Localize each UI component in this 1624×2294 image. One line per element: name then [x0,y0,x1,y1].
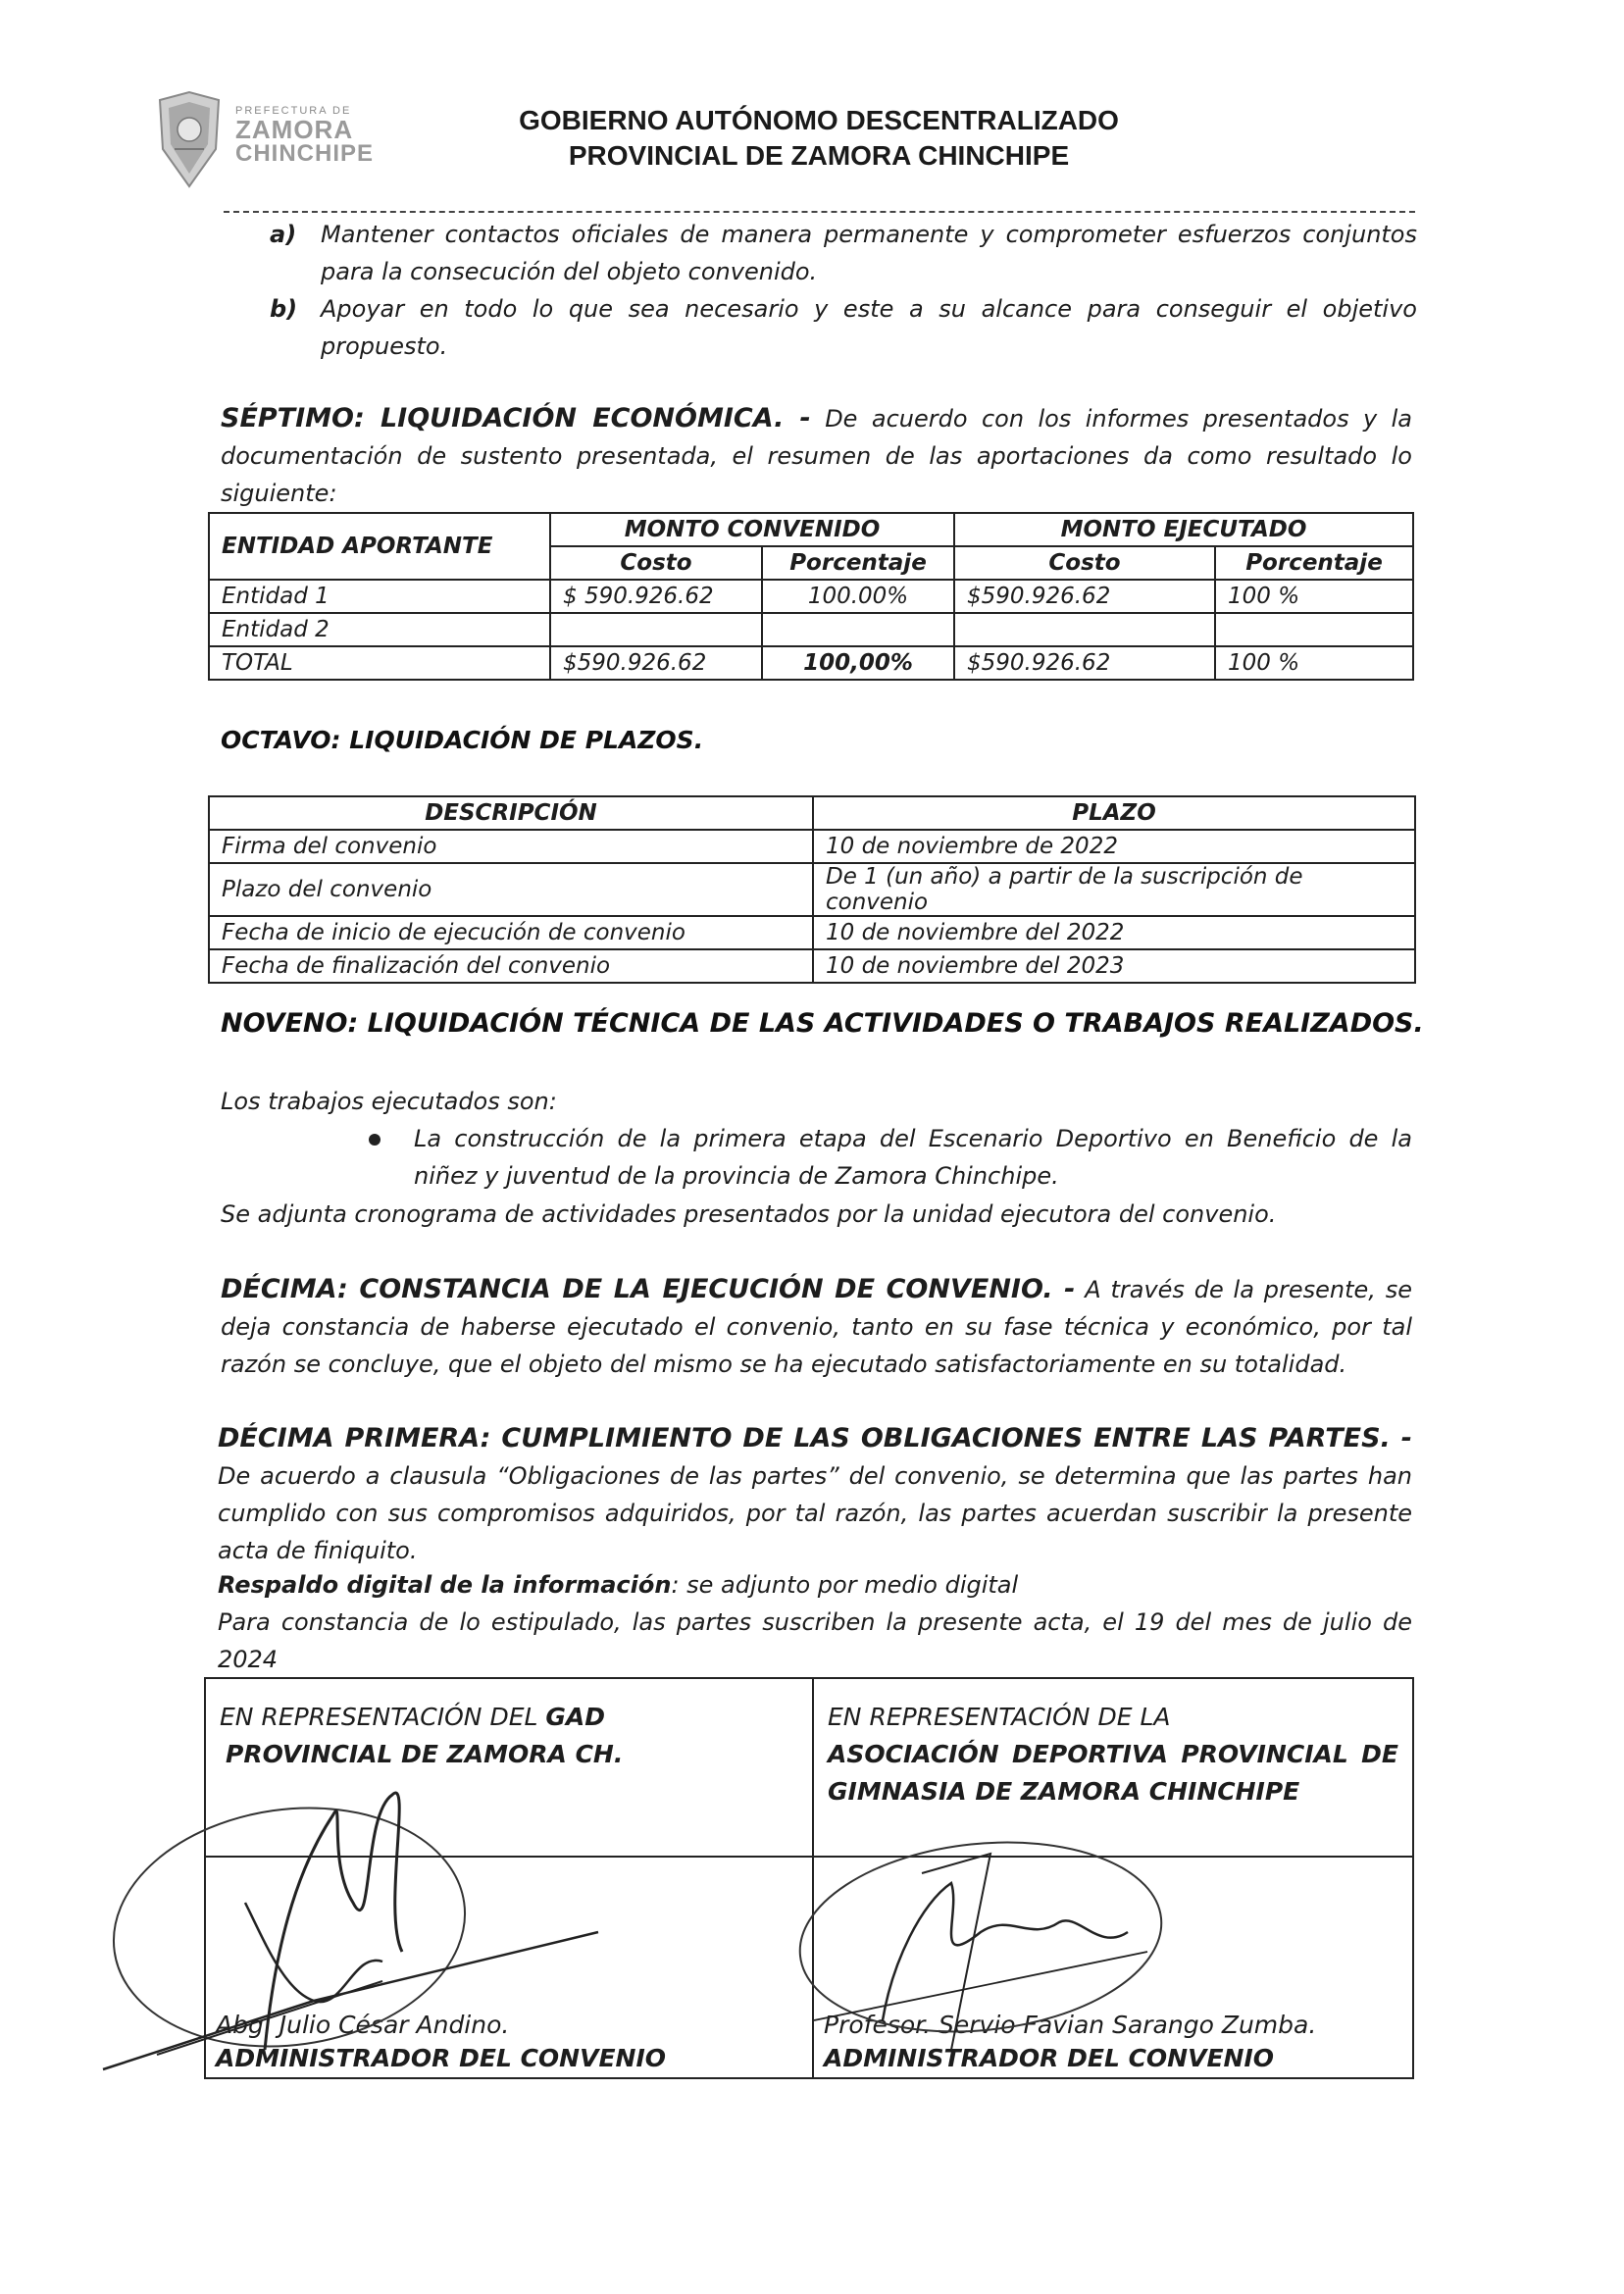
noveno-note: Se adjunta cronograma de actividades presentados por la unidad ejecutora del convenio. [221,1200,1277,1228]
left-rep-bold: GAD [545,1703,605,1731]
decima-section [221,1271,1412,1383]
header-divider [224,211,1415,213]
cell-pct-ejec: 100 % [1215,580,1413,613]
sub-costo-ejec: Costo [954,546,1215,580]
octavo-heading: OCTAVO: LIQUIDACIÓN DE PLAZOS. [221,726,704,754]
cell-desc: Firma del convenio [209,830,813,863]
cell-entity: TOTAL [209,646,550,680]
list-item [270,290,1417,365]
cell-costo-conv: $590.926.62 [550,646,762,680]
logo-line3: CHINCHIPE [235,140,375,167]
left-rep-line2: PROVINCIAL DE ZAMORA CH. [226,1740,624,1768]
bullet-icon [369,1133,381,1150]
right-signer-name: Profesor. Servio Favian Sarango Zumba. [824,2011,1317,2039]
left-rep-prefix: EN REPRESENTACIÓN DEL [220,1703,546,1731]
table-row [209,949,1415,983]
col-entity: ENTIDAD APORTANTE [209,513,550,580]
table-row [209,863,1415,916]
title-line2: PROVINCIAL DE ZAMORA CHINCHIPE [568,140,1070,171]
cell-pct-conv: 100,00% [762,646,954,680]
cell-costo-ejec [954,613,1215,646]
plazos-table [208,795,1416,984]
sub-costo-conv: Costo [550,546,762,580]
decima-primera-section [218,1420,1412,1569]
table-row [209,916,1415,949]
decima-primera-heading: DÉCIMA PRIMERA: CUMPLIMIENTO DE LAS OBLIGACIONES ENTRE LAS PARTES. - [218,1423,1412,1453]
group-convenido: MONTO CONVENIDO [550,513,954,546]
cell-entity: Entidad 2 [209,613,550,646]
left-signer-role: ADMINISTRADOR DEL CONVENIO [216,2044,667,2072]
list-item-text: Mantener contactos oficiales de manera permanente y comprometer esfuerzos conjuntos para la consecución del objeto convenido. [321,221,1417,285]
respaldo-text: : se adjunto por medio digital [671,1571,1019,1599]
decima-heading: DÉCIMA: CONSTANCIA DE LA EJECUCIÓN DE CONVENIO. - [221,1274,1076,1304]
col-descripcion: DESCRIPCIÓN [209,796,813,830]
cell-plazo: 10 de noviembre de 2022 [813,830,1415,863]
cell-plazo: 10 de noviembre del 2022 [813,916,1415,949]
list-item-label: a) [270,221,297,248]
cell-costo-ejec: $590.926.62 [954,646,1215,680]
cell-pct-ejec [1215,613,1413,646]
cell-pct-conv [762,613,954,646]
right-rep-line1: EN REPRESENTACIÓN DE LA [828,1703,1171,1731]
list-item-label: b) [270,295,298,323]
closing-text: Para constancia de lo estipulado, las partes suscriben la presente acta, el 19 del mes de julio de 2024 [218,1608,1412,1673]
cell-desc: Plazo del convenio [209,863,813,916]
right-rep-bold: ASOCIACIÓN DEPORTIVA PROVINCIAL DE GIMNASIA DE ZAMORA CHINCHIPE [828,1740,1398,1806]
left-signature-scribble [98,1756,608,2079]
septimo-heading: SÉPTIMO: LIQUIDACIÓN ECONÓMICA. - [221,403,811,433]
table-row [209,613,1413,646]
group-ejecutado: MONTO EJECUTADO [954,513,1413,546]
obligations-list [270,216,1417,365]
sub-pct-conv: Porcentaje [762,546,954,580]
cell-pct-ejec: 100 % [1215,646,1413,680]
cell-costo-ejec: $590.926.62 [954,580,1215,613]
logo-line2: ZAMORA [235,115,354,144]
cell-costo-conv [550,613,762,646]
list-item [270,216,1417,290]
cell-costo-conv: $ 590.926.62 [550,580,762,613]
respaldo-line [218,1566,1018,1604]
noveno-bullet-text: La construcción de la primera etapa del Escenario Deportivo en Beneficio de la niñez y juventud de la provincia de Zamora Chinchipe. [414,1125,1412,1190]
decima-primera-text: De acuerdo a clausula “Obligaciones de las partes” del convenio, se determina que las partes han cumplido con sus compromisos adquiridos, por tal razón, las partes acuerdan suscribir la presente acta de finiquito. [218,1462,1412,1564]
cell-plazo: 10 de noviembre del 2023 [813,949,1415,983]
table-row [209,646,1413,680]
left-signer-name: Abg. Julio César Andino. [216,2011,510,2039]
noveno-intro: Los trabajos ejecutados son: [221,1088,557,1115]
right-signer-role: ADMINISTRADOR DEL CONVENIO [824,2044,1275,2072]
cell-pct-conv: 100.00% [762,580,954,613]
table-row [209,830,1415,863]
cell-desc: Fecha de inicio de ejecución de convenio [209,916,813,949]
cell-desc: Fecha de finalización del convenio [209,949,813,983]
economic-table [208,512,1414,681]
cell-plazo: De 1 (un año) a partir de la suscripción de convenio [813,863,1415,916]
right-signature-scribble [785,1824,1177,2060]
septimo-text: De acuerdo con los informes presentados y la documentación de sustento presentada, el resumen de las aportaciones da como resultado lo siguiente: [221,405,1412,507]
col-plazo: PLAZO [813,796,1415,830]
list-item-text: Apoyar en todo lo que sea necesario y este a su alcance para conseguir el objetivo propuesto. [321,295,1417,360]
decima-text: A través de la presente, se deja constancia de haberse ejecutado el convenio, tanto en su fase técnica y económico, por tal razón se concluye, que el objeto del mismo se ha ejecutado satisfactoriamente en su totalidad. [221,1276,1412,1378]
sub-pct-ejec: Porcentaje [1215,546,1413,580]
septimo-section [221,400,1412,512]
prefectura-logo [155,90,224,188]
logo-wordmark [235,106,374,166]
title-line1: GOBIERNO AUTÓNOMO DESCENTRALIZADO [519,105,1119,135]
noveno-heading: NOVENO: LIQUIDACIÓN TÉCNICA DE LAS ACTIVIDADES O TRABAJOS REALIZADOS. [221,1008,1424,1039]
table-row [209,580,1413,613]
respaldo-label: Respaldo digital de la información [218,1571,672,1599]
cell-entity: Entidad 1 [209,580,550,613]
logo-line1: PREFECTURA DE [235,105,352,117]
page-title [392,103,1245,174]
